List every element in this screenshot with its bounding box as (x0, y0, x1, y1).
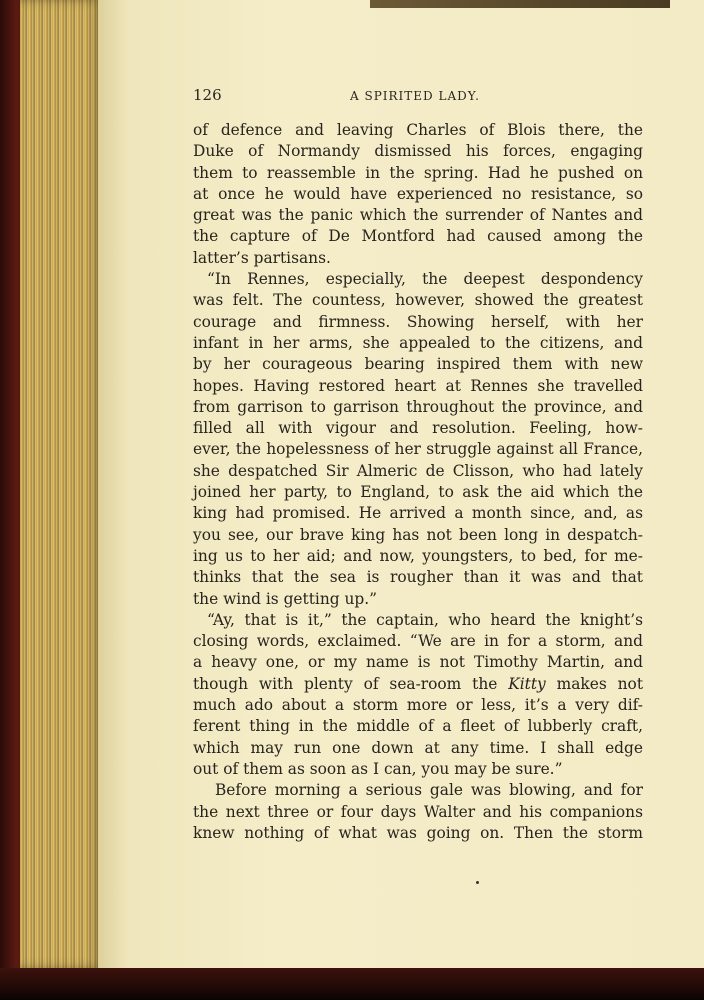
text-line: infant in her arms, she appealed to the citizens, and (193, 333, 643, 352)
text-line: joined her party, to England, to ask the aid which the (193, 483, 643, 502)
text-line: ing us to her aid; and now, youngsters, to bed, for me- (193, 546, 643, 565)
text-line: courage and firmness. Showing herself, with her (193, 312, 643, 331)
text-line: of defence and leaving Charles of Blois there, the (193, 121, 643, 139)
text-line: much ado about a storm more or less, it’s a very dif- (193, 696, 643, 715)
text-line: you see, our brave king has not been long in despatch- (193, 525, 643, 544)
ship-name-italic: Kitty (508, 674, 546, 693)
text-line: which may run one down at any time. I shall edge (193, 738, 643, 757)
text-line: the next three or four days Walter and his companions (193, 802, 643, 821)
text-line: ferent thing in the middle of a fleet of lubberly craft, (193, 717, 643, 736)
text-line: knew nothing of what was going on. Then the storm (193, 823, 643, 842)
text-line: latter’s partisans. (193, 248, 331, 267)
text-line: Duke of Normandy dismissed his forces, engaging (193, 142, 643, 161)
text-line: by her courageous bearing inspired them with new (193, 355, 643, 374)
text-line: the wind is getting up.” (193, 589, 377, 608)
text-line: “In Rennes, especially, the deepest despondency (207, 270, 643, 289)
text-line: at once he would have experienced no resistance, so (193, 184, 643, 203)
text-line: king had promised. He arrived a month since, and, as (193, 504, 643, 523)
text-line: them to reassemble in the spring. Had he pushed on (193, 163, 643, 182)
text-line: the capture of De Montford had caused among the (193, 227, 643, 246)
text-line: hopes. Having restored heart at Rennes she travelled (193, 376, 643, 395)
text-line: “Ay, that is it,” the captain, who heard the knight’s (207, 610, 643, 629)
page-number: 126 (193, 86, 222, 104)
text-line: ever, the hopelessness of her struggle against all France, (193, 440, 643, 459)
top-edge-shadow (370, 0, 670, 8)
text-line: was felt. The countess, however, showed the greatest (193, 291, 643, 310)
text-line: a heavy one, or my name is not Timothy Martin, and (193, 653, 643, 672)
text-line: she despatched Sir Almeric de Clisson, who had lately (193, 461, 643, 480)
page-edges (20, 0, 102, 968)
text-line: out of them as soon as I can, you may be sure.” (193, 759, 563, 778)
text-line: Before morning a serious gale was blowing, and for (215, 781, 643, 800)
text-line: closing words, exclaimed. “We are in for a storm, and (193, 632, 643, 651)
text-line: thinks that the sea is rougher than it was and that (193, 568, 643, 587)
text-line: great was the panic which the surrender of Nantes and (193, 206, 643, 225)
text-line: from garrison to garrison throughout the province, and (193, 397, 643, 416)
text-line: though with plenty of sea-room the Kitty makes not (193, 674, 644, 693)
book-cover-bottom (0, 968, 704, 1000)
text-line: filled all with vigour and resolution. Feeling, how- (193, 419, 643, 438)
running-head: A SPIRITED LADY. (350, 89, 480, 103)
body-text (193, 120, 643, 844)
ink-speck (476, 881, 479, 884)
